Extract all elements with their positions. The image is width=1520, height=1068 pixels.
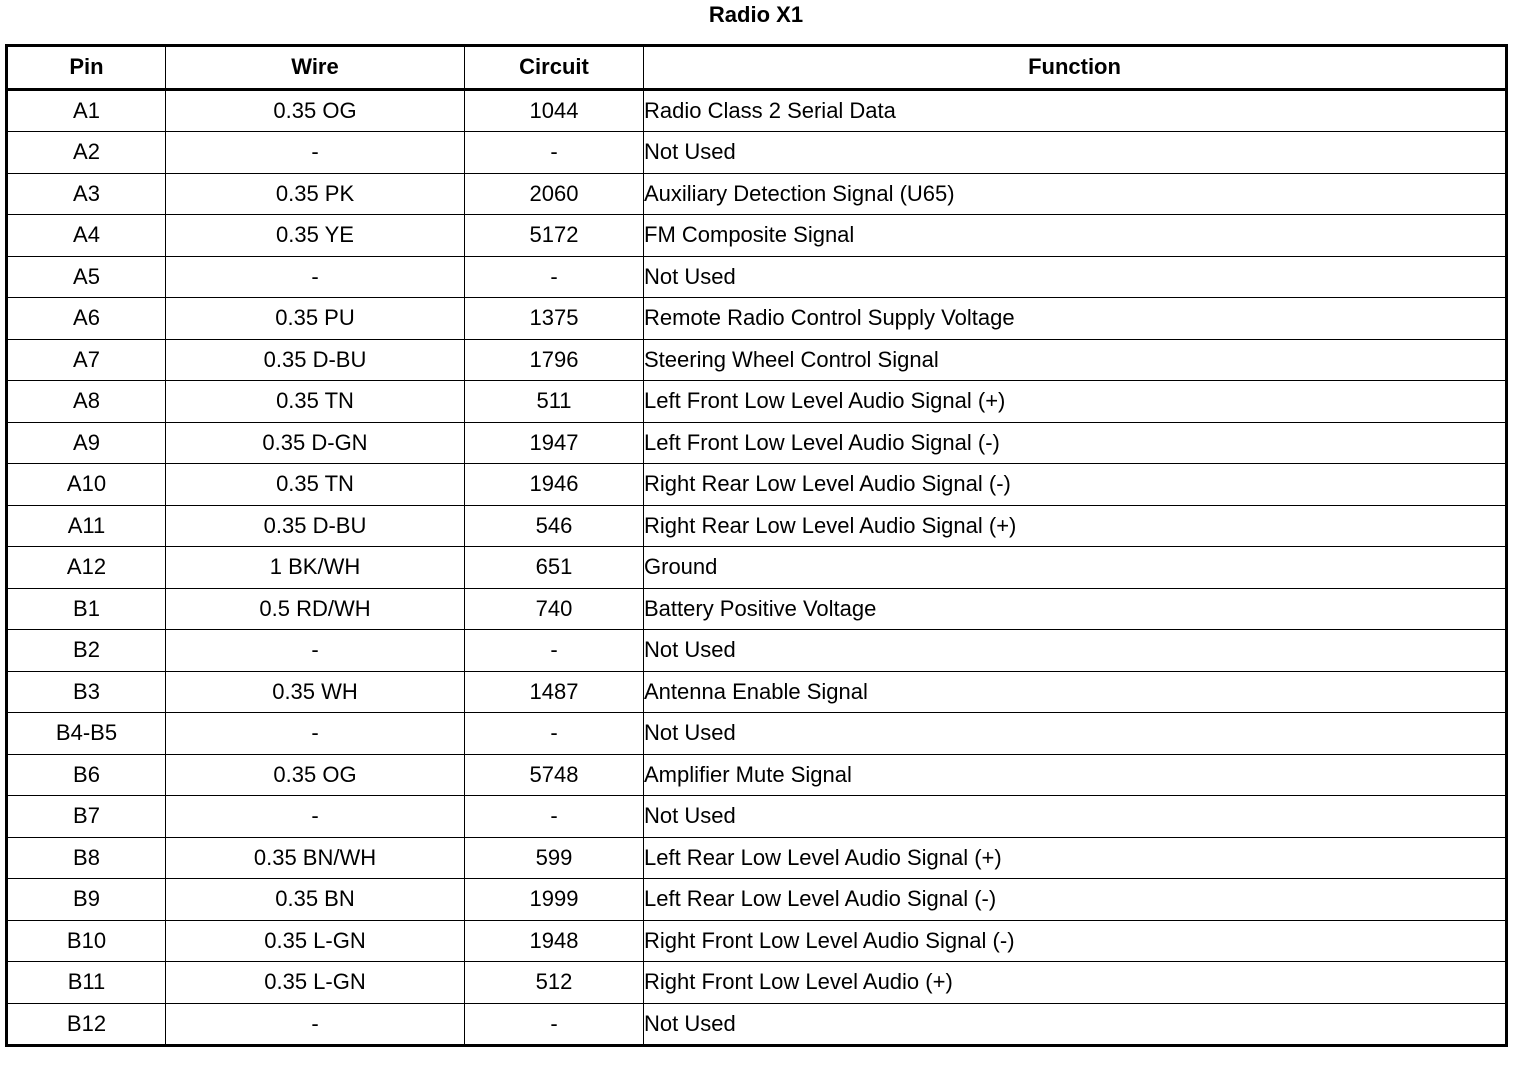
function-cell: Left Front Low Level Audio Signal (+)	[644, 381, 1507, 423]
pin-cell: A7	[7, 339, 166, 381]
function-cell: Left Rear Low Level Audio Signal (-)	[644, 879, 1507, 921]
circuit-cell: -	[465, 713, 644, 755]
function-cell: Right Front Low Level Audio (+)	[644, 962, 1507, 1004]
wire-cell: 0.35 WH	[166, 671, 465, 713]
header-circuit: Circuit	[465, 46, 644, 90]
circuit-cell: 651	[465, 547, 644, 589]
table-row	[7, 920, 1507, 962]
wire-cell: 0.35 OG	[166, 89, 465, 132]
wire-cell: 0.35 BN	[166, 879, 465, 921]
circuit-cell: -	[465, 1003, 644, 1046]
wire-cell: -	[166, 1003, 465, 1046]
table-row	[7, 837, 1507, 879]
table-row	[7, 215, 1507, 257]
wire-cell: 0.35 OG	[166, 754, 465, 796]
function-cell: Not Used	[644, 256, 1507, 298]
table-row	[7, 630, 1507, 672]
function-cell: Auxiliary Detection Signal (U65)	[644, 173, 1507, 215]
circuit-cell: 1946	[465, 464, 644, 506]
circuit-cell: 511	[465, 381, 644, 423]
wire-cell: -	[166, 132, 465, 174]
pin-cell: A4	[7, 215, 166, 257]
pin-cell: B6	[7, 754, 166, 796]
circuit-cell: 740	[465, 588, 644, 630]
pin-cell: B10	[7, 920, 166, 962]
circuit-cell: 5172	[465, 215, 644, 257]
pin-cell: A10	[7, 464, 166, 506]
function-cell: Not Used	[644, 713, 1507, 755]
table-row	[7, 173, 1507, 215]
wire-cell: 0.35 D-BU	[166, 505, 465, 547]
document-title: Radio X1	[708, 2, 804, 27]
wire-cell: 0.35 D-GN	[166, 422, 465, 464]
table-row	[7, 339, 1507, 381]
table-row	[7, 796, 1507, 838]
connector-pinout-table	[5, 44, 1508, 1047]
wire-cell: 0.35 YE	[166, 215, 465, 257]
wire-cell: 0.35 L-GN	[166, 920, 465, 962]
table-row	[7, 89, 1507, 132]
function-cell: Not Used	[644, 630, 1507, 672]
pin-cell: B2	[7, 630, 166, 672]
pin-cell: A9	[7, 422, 166, 464]
wire-cell: 0.35 D-BU	[166, 339, 465, 381]
table-row	[7, 505, 1507, 547]
wire-cell: 0.35 TN	[166, 381, 465, 423]
function-cell: Remote Radio Control Supply Voltage	[644, 298, 1507, 340]
circuit-cell: 1375	[465, 298, 644, 340]
pin-cell: B3	[7, 671, 166, 713]
table-row	[7, 256, 1507, 298]
wire-cell: -	[166, 796, 465, 838]
function-cell: Battery Positive Voltage	[644, 588, 1507, 630]
pin-cell: A11	[7, 505, 166, 547]
circuit-cell: -	[465, 796, 644, 838]
pin-cell: A2	[7, 132, 166, 174]
pin-cell: B12	[7, 1003, 166, 1046]
circuit-cell: 1044	[465, 89, 644, 132]
circuit-cell: 1796	[465, 339, 644, 381]
circuit-cell: -	[465, 132, 644, 174]
circuit-cell: -	[465, 256, 644, 298]
pin-cell: A1	[7, 89, 166, 132]
pin-cell: B8	[7, 837, 166, 879]
wire-cell: 0.35 PU	[166, 298, 465, 340]
table-body	[7, 89, 1507, 1046]
wire-cell: -	[166, 256, 465, 298]
function-cell: Not Used	[644, 796, 1507, 838]
function-cell: Right Rear Low Level Audio Signal (+)	[644, 505, 1507, 547]
table-row	[7, 298, 1507, 340]
circuit-cell: 1947	[465, 422, 644, 464]
table-row	[7, 464, 1507, 506]
pin-cell: A3	[7, 173, 166, 215]
table-row	[7, 879, 1507, 921]
table-header-row	[7, 46, 1507, 90]
function-cell: Amplifier Mute Signal	[644, 754, 1507, 796]
pin-cell: B9	[7, 879, 166, 921]
pin-cell: B1	[7, 588, 166, 630]
header-pin: Pin	[7, 46, 166, 90]
pin-cell: B11	[7, 962, 166, 1004]
pin-cell: A8	[7, 381, 166, 423]
table-row	[7, 547, 1507, 589]
table-row	[7, 962, 1507, 1004]
table-row	[7, 588, 1507, 630]
wire-cell: -	[166, 713, 465, 755]
pin-cell: B7	[7, 796, 166, 838]
circuit-cell: 512	[465, 962, 644, 1004]
table-row	[7, 1003, 1507, 1046]
circuit-cell: 546	[465, 505, 644, 547]
table-row	[7, 422, 1507, 464]
header-function: Function	[644, 46, 1507, 90]
function-cell: Right Front Low Level Audio Signal (-)	[644, 920, 1507, 962]
function-cell: Not Used	[644, 132, 1507, 174]
wire-cell: 0.5 RD/WH	[166, 588, 465, 630]
function-cell: Antenna Enable Signal	[644, 671, 1507, 713]
function-cell: FM Composite Signal	[644, 215, 1507, 257]
circuit-cell: 1999	[465, 879, 644, 921]
header-wire: Wire	[166, 46, 465, 90]
function-cell: Not Used	[644, 1003, 1507, 1046]
pin-cell: B4-B5	[7, 713, 166, 755]
circuit-cell: 1948	[465, 920, 644, 962]
table-row	[7, 671, 1507, 713]
wire-cell: 0.35 PK	[166, 173, 465, 215]
table-row	[7, 381, 1507, 423]
pin-cell: A5	[7, 256, 166, 298]
pin-cell: A6	[7, 298, 166, 340]
wire-cell: 0.35 L-GN	[166, 962, 465, 1004]
circuit-cell: 5748	[465, 754, 644, 796]
function-cell: Ground	[644, 547, 1507, 589]
circuit-cell: -	[465, 630, 644, 672]
function-cell: Left Front Low Level Audio Signal (-)	[644, 422, 1507, 464]
table-row	[7, 132, 1507, 174]
table-row	[7, 713, 1507, 755]
circuit-cell: 599	[465, 837, 644, 879]
circuit-cell: 1487	[465, 671, 644, 713]
wire-cell: 0.35 TN	[166, 464, 465, 506]
wire-cell: 0.35 BN/WH	[166, 837, 465, 879]
pin-cell: A12	[7, 547, 166, 589]
circuit-cell: 2060	[465, 173, 644, 215]
wire-cell: 1 BK/WH	[166, 547, 465, 589]
table-row	[7, 754, 1507, 796]
function-cell: Steering Wheel Control Signal	[644, 339, 1507, 381]
wire-cell: -	[166, 630, 465, 672]
function-cell: Right Rear Low Level Audio Signal (-)	[644, 464, 1507, 506]
function-cell: Radio Class 2 Serial Data	[644, 89, 1507, 132]
function-cell: Left Rear Low Level Audio Signal (+)	[644, 837, 1507, 879]
